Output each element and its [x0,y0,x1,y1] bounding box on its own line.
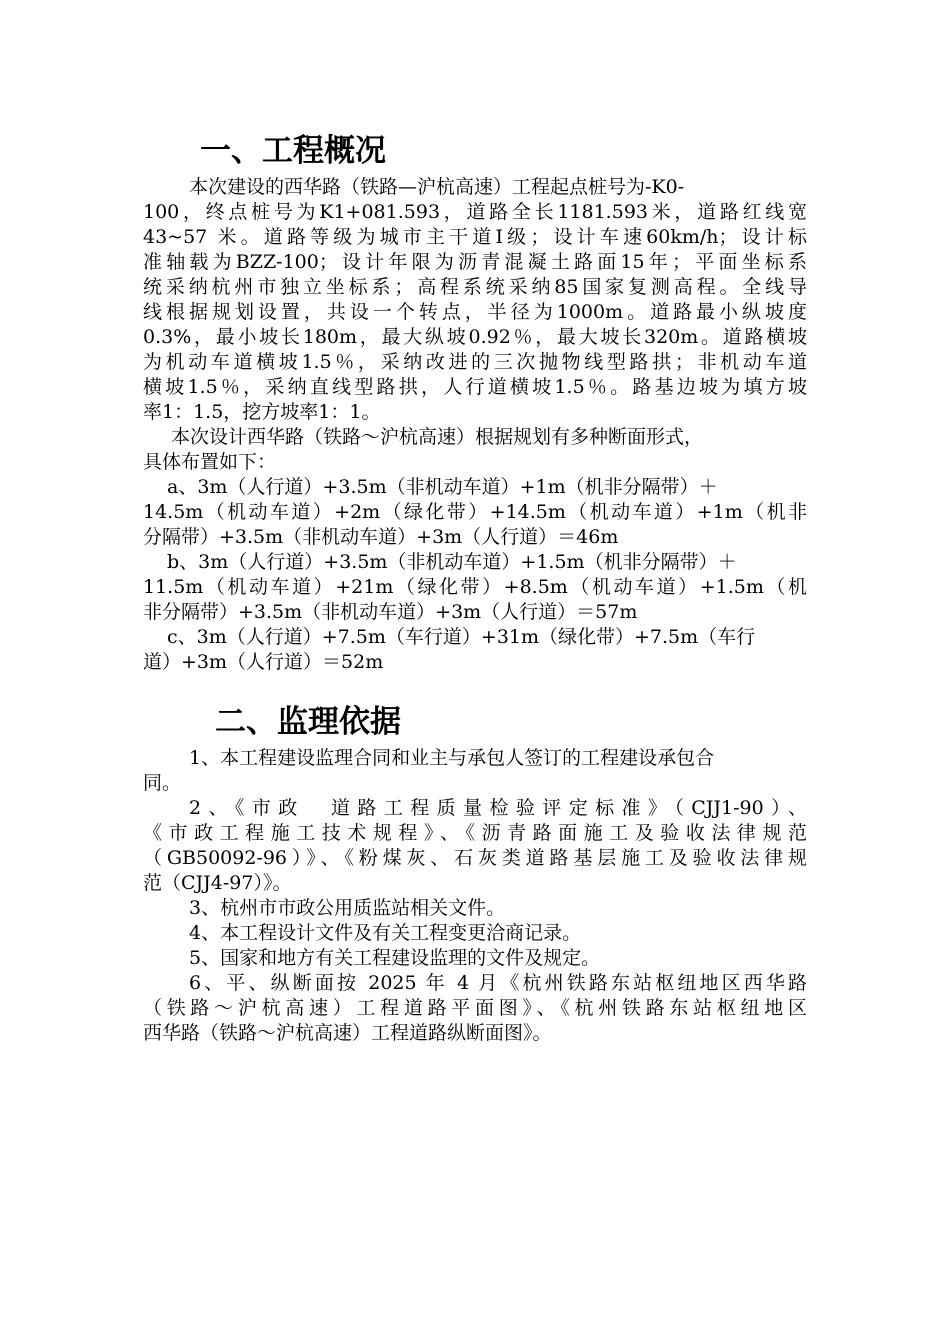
overview-line: 为机动车道横坡1.5％，采纳改进的三次抛物线型路拱；非机动车道 [143,351,807,373]
overview-line: 具体布置如下： [143,451,277,473]
supervision-basis-body [143,746,807,1046]
cross-section-c: c、3m（人行道）+7.5m（车行道）+31m（绿化带）+7.5m（车行 [167,626,756,648]
overview-line: 准轴载为BZZ-100；设计年限为沥青混凝土路面15年；平面坐标系 [143,251,807,273]
overview-line: 43~57 米。道路等级为城市主干道Ⅰ级；设计车速60km/h；设计标 [143,226,807,248]
cross-section-a: 14.5m（机动车道）+2m（绿化带）+14.5m（机动车道）+1m（机非 [143,501,807,523]
basis-item-2: 2、《市政 道路工程质量检验评定标准》（CJJ1-90）、 [189,797,807,819]
cross-section-c: 道）+3m（人行道）＝52m [143,651,384,673]
overview-line: 线根据规划设置，共设一个转点，半径为1000m。道路最小纵坡度 [143,301,807,323]
basis-item-2: （GB50092-96）》、《粉煤灰、石灰类道路基层施工及验收法律规 [143,847,807,869]
cross-section-b: 非分隔带）+3.5m（非机动车道）+3m（人行道）＝57m [143,601,638,623]
basis-item-6: （铁路～沪杭高速）工程道路平面图》、《杭州铁路东站枢纽地区 [143,997,807,1019]
basis-item-1: 同。 [143,772,182,794]
basis-item-1: 1、本工程建设监理合同和业主与承包人签订的工程建设承包合 [189,747,715,769]
overview-line: 统采纳杭州市独立坐标系；高程系统采纳85国家复测高程。全线导 [143,276,807,298]
overview-line: 横坡1.5％，采纳直线型路拱，人行道横坡1.5％。路基边坡为填方坡 [143,376,807,398]
overview-line: 0.3%，最小坡长180m，最大纵坡0.92％，最大坡长320m。道路横坡 [143,326,807,348]
basis-item-6: 西华路（铁路～沪杭高速）工程道路纵断面图》。 [143,1022,552,1044]
cross-section-a: 分隔带）+3.5m（非机动车道）+3m（人行道）＝46m [143,526,619,548]
cross-section-b: 11.5m（机动车道）+21m（绿化带）+8.5m（机动车道）+1.5m（机 [143,576,807,598]
section-heading-supervision-basis: 二、监理依据 [215,704,401,740]
basis-item-2: 范（CJJ4-97）》。 [143,872,292,894]
basis-item-6: 6、平、纵断面按 2025 年 4 月《杭州铁路东站枢纽地区西华路 [189,972,807,994]
cross-section-a: a、3m（人行道）+3.5m（非机动车道）+1m（机非分隔带）＋ [167,476,718,498]
basis-item-3: 3、杭州市市政公用质监站相关文件。 [189,897,506,919]
basis-item-5: 5、国家和地方有关工程建设监理的文件及规定。 [189,947,601,969]
cross-section-b: b、3m（人行道）+3.5m（非机动车道）+1.5m（机非分隔带）＋ [167,551,737,573]
section-heading-overview: 一、工程概况 [200,133,386,169]
overview-body [143,175,807,675]
overview-line: 本次建设的西华路（铁路—沪杭高速）工程起点桩号为-K0- [189,176,685,198]
overview-line: 率1：1.5，挖方坡率1：1。 [143,401,381,423]
basis-item-2: 《市政工程施工技术规程》、《沥青路面施工及验收法律规范 [143,822,807,844]
basis-item-4: 4、本工程设计文件及有关工程变更洽商记录。 [189,922,582,944]
overview-line: 本次设计西华路（铁路～沪杭高速）根据规划有多种断面形式， [171,426,704,448]
overview-line: 100，终点桩号为K1+081.593，道路全长1181.593米，道路红线宽 [143,201,807,223]
